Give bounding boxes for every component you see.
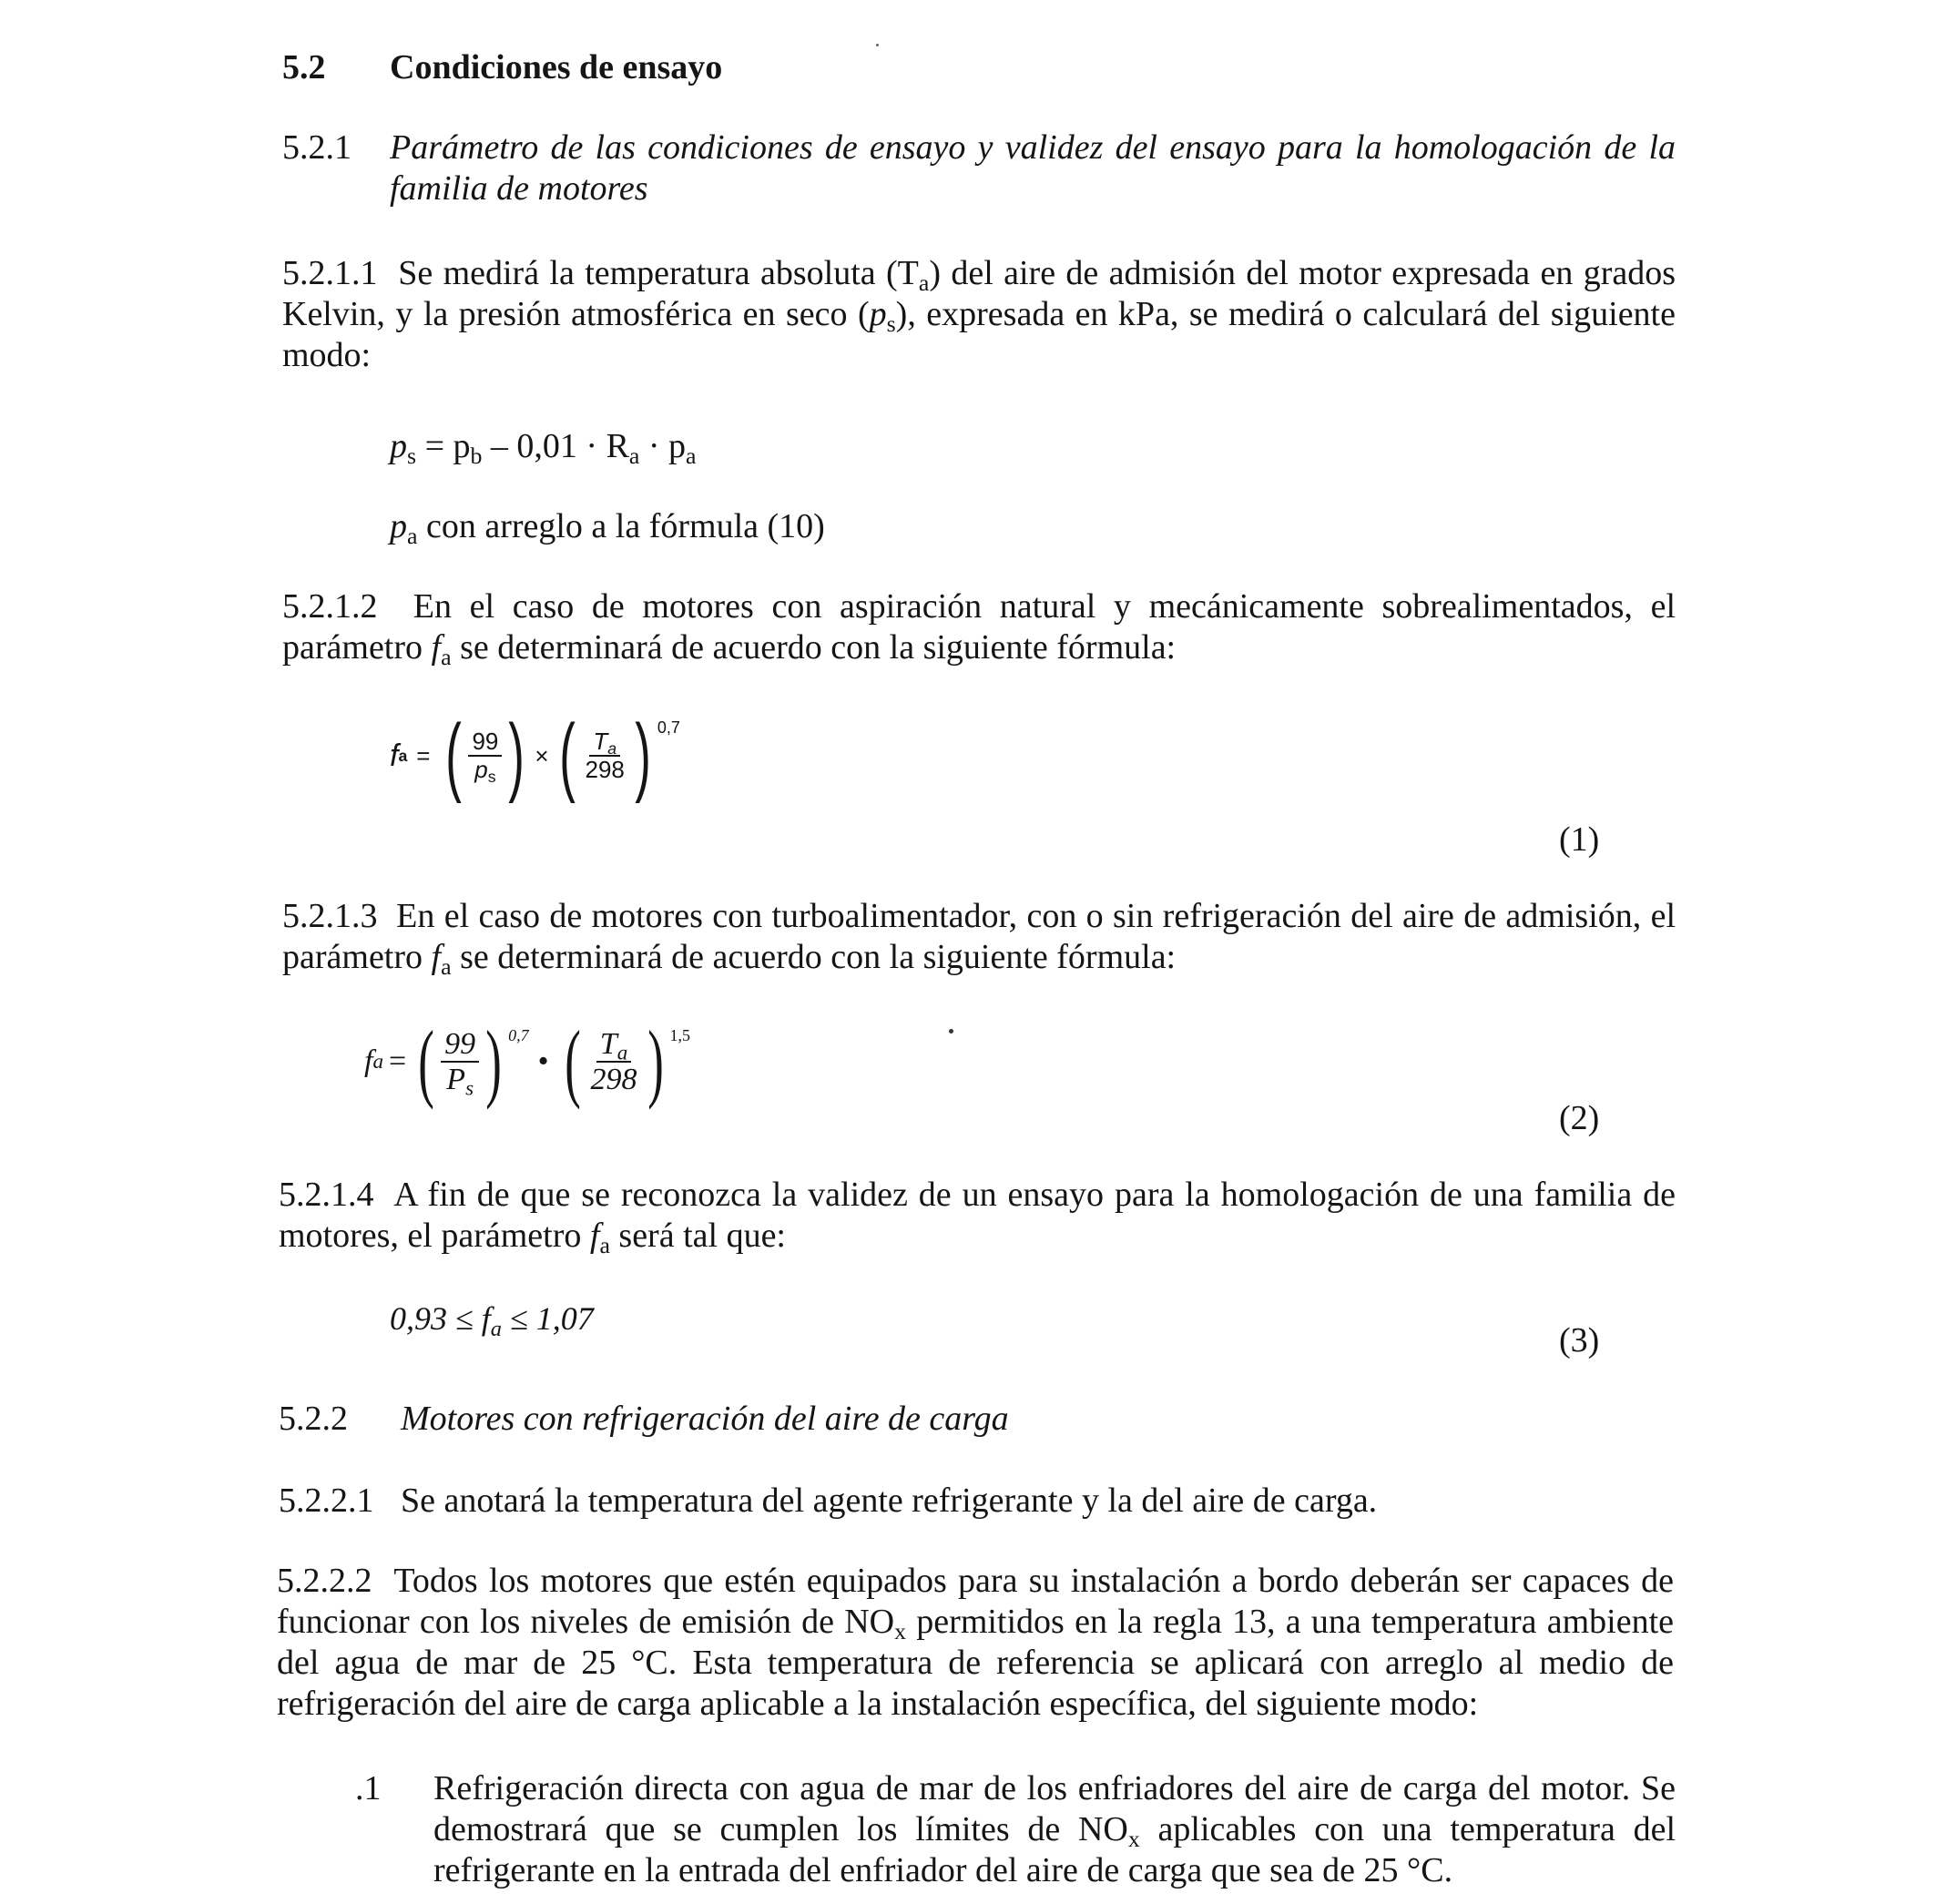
paren-right-icon: ) [485,1013,502,1110]
symbol: p [869,295,887,333]
equation-number: (1) [1559,820,1600,859]
symbol-sub: a [407,523,418,550]
symbol-sub: a [628,443,640,470]
eq-text: – 0,01 · R [482,427,629,465]
list-item [355,1768,1676,1891]
symbol-sub: s [487,767,496,786]
paragraph-text: aplicables con una temperatura del refrigerante en la entrada del enfriador del aire de carga que sea de 25 °C. [433,1810,1676,1889]
symbol-sub: x [1127,1826,1140,1853]
fraction [582,728,628,782]
list-item-text [433,1768,1676,1891]
paragraph-5-2-1-4 [279,1175,1676,1257]
denominator: P [446,1063,466,1096]
paragraph-text: Todos los motores que estén equipados para su instalación a bordo deberán ser capaces de funcionar con los niveles de emisión de NO [277,1562,1674,1641]
paragraph-text: Se medirá la temperatura absoluta ( [398,254,898,292]
paren-left-icon: ( [418,1013,434,1110]
numerator: T [599,1026,617,1061]
paragraph-text: Refrigeración directa con agua de mar de los enfriadores del aire de carga del motor. Se demostrará que se cumplen los límites de NO [433,1769,1676,1848]
paren-left-icon: ( [445,707,463,804]
symbol-sub: b [470,443,483,470]
paren-left-icon: ( [564,1013,581,1110]
paragraph-5-2-1-1 [282,253,1676,376]
symbol: T [897,254,919,292]
symbol-sub: s [407,443,417,470]
formula-1: f a = ( $\frac{99}{p_s}$ ) × ( $\frac{T_a}{298}$ ) 0,7 [390,707,680,804]
equation-note [390,506,825,550]
paragraph-text: En el caso de motores con turboalimentador, con o sin refrigeración del aire de admisión, el parámetro [282,897,1676,976]
symbol-sub: a [441,644,452,671]
symbol: f [589,1217,600,1255]
symbol-sub: a [607,739,617,759]
times-icon: × [535,742,549,769]
note-text: con arreglo a la fórmula (10) [417,507,825,545]
symbol-sub: a [918,270,930,297]
symbol: f [390,738,399,773]
paragraph-number: 5.2.2.2 [277,1562,372,1600]
numerator: 99 [468,728,502,757]
fraction [468,728,502,786]
paragraph-5-2-1-2 [282,586,1676,671]
paragraph-text: se determinará de acuerdo con la siguiente fórmula: [451,938,1177,976]
formula-2: f a = ( $\frac{99}{P_s}$ ) 0,7 • ( $\frac{T_a}{298}$ ) 1,5 [364,1013,690,1110]
symbol-sub: s [465,1076,474,1101]
scan-speck-icon [876,44,879,46]
bullet-operator-icon: • [537,1044,549,1078]
eq-text: = p [424,427,471,465]
denominator: 298 [585,756,625,783]
paragraph-number: 5.2.1.3 [282,897,378,935]
symbol-sub: a [616,1041,628,1065]
equation-ps [390,426,697,470]
list-marker: .1 [355,1769,382,1807]
denominator: p [474,756,488,783]
paragraph-number: 5.2.2.1 [279,1481,374,1520]
paren-left-icon: ( [558,707,576,804]
eq-text: · p [639,427,687,465]
section-number: 5.2 [282,48,326,87]
symbol: f [431,938,442,976]
subsection-number: 5.2.2 [279,1400,348,1438]
symbol: f [431,628,442,667]
exponent: 0,7 [508,1026,529,1044]
paragraph-number: 5.2.1.2 [282,587,378,626]
eq-text: ≤ 1,07 [502,1300,594,1337]
symbol-sub: a [599,1232,610,1259]
symbol: p [390,507,407,545]
symbol: p [390,427,407,465]
eq-text: 0,93 ≤ [390,1300,482,1337]
paragraph-number: 5.2.1.1 [282,254,378,292]
scan-speck-icon [949,1029,953,1033]
symbol-sub: a [686,443,697,470]
formula-3 [390,1298,594,1339]
numerator: T [593,728,608,756]
paragraph-number: 5.2.1.4 [279,1176,374,1214]
subsection-title: Parámetro de las condiciones de ensayo y validez del ensayo para la homologación de la familia de motores [390,128,1676,208]
symbol-sub: a [490,1316,503,1341]
subsection-5-2-2 [279,1399,1672,1440]
symbol-sub: s [886,311,896,338]
subsection-title: Motores con refrigeración del aire de carga [401,1400,1009,1438]
paragraph-text: se determinará de acuerdo con la siguiente fórmula: [451,628,1177,667]
paren-right-icon: ) [635,707,651,804]
subsection-5-2-1 [282,127,1676,209]
paragraph-text: En el caso de motores con aspiración natural y mecánicamente sobrealimentados, el parámetro [282,587,1676,667]
paragraph-5-2-2-2 [277,1561,1674,1725]
symbol-sub: a [441,953,452,981]
equals: = [416,742,431,769]
exponent: 0,7 [657,718,680,737]
numerator: 99 [441,1027,479,1063]
symbol: f [481,1300,491,1337]
section-heading [282,47,1648,88]
symbol: f [364,1044,373,1078]
paragraph-5-2-2-1 [279,1481,1672,1522]
paragraph-text: ) del aire de admisión del motor expresada en grados Kelvin, y la presión atmosférica en seco ( [282,254,1676,333]
fraction [441,1026,479,1101]
denominator: 298 [590,1063,637,1096]
paragraph-text: ), expresada en kPa, se medirá o calculará del siguiente modo: [282,295,1676,374]
fraction [587,1027,641,1097]
paragraph-text: A fin de que se reconozca la validez de un ensayo para la homologación de una familia de motores, el parámetro [279,1176,1676,1255]
symbol-sub: x [894,1618,907,1645]
subsection-number: 5.2.1 [282,128,352,167]
paragraph-text: será tal que: [609,1217,786,1255]
paragraph-text: permitidos en la regla 13, a una temperatura ambiente del agua de mar de 25 °C. Esta temperatura de referencia se aplicará con arreglo al medio de refrigeración del aire de carga aplicable a la instalación específica, del siguiente modo: [277,1603,1674,1723]
paragraph-5-2-1-3 [282,896,1676,981]
equation-number: (3) [1559,1321,1600,1359]
equation-number: (2) [1559,1099,1600,1137]
paren-right-icon: ) [647,1013,664,1110]
paren-right-icon: ) [508,707,525,804]
paragraph-text: Se anotará la temperatura del agente refrigerante y la del aire de carga. [401,1481,1378,1520]
section-title: Condiciones de ensayo [390,48,723,87]
exponent: 1,5 [669,1026,690,1044]
equals: = [389,1044,407,1078]
